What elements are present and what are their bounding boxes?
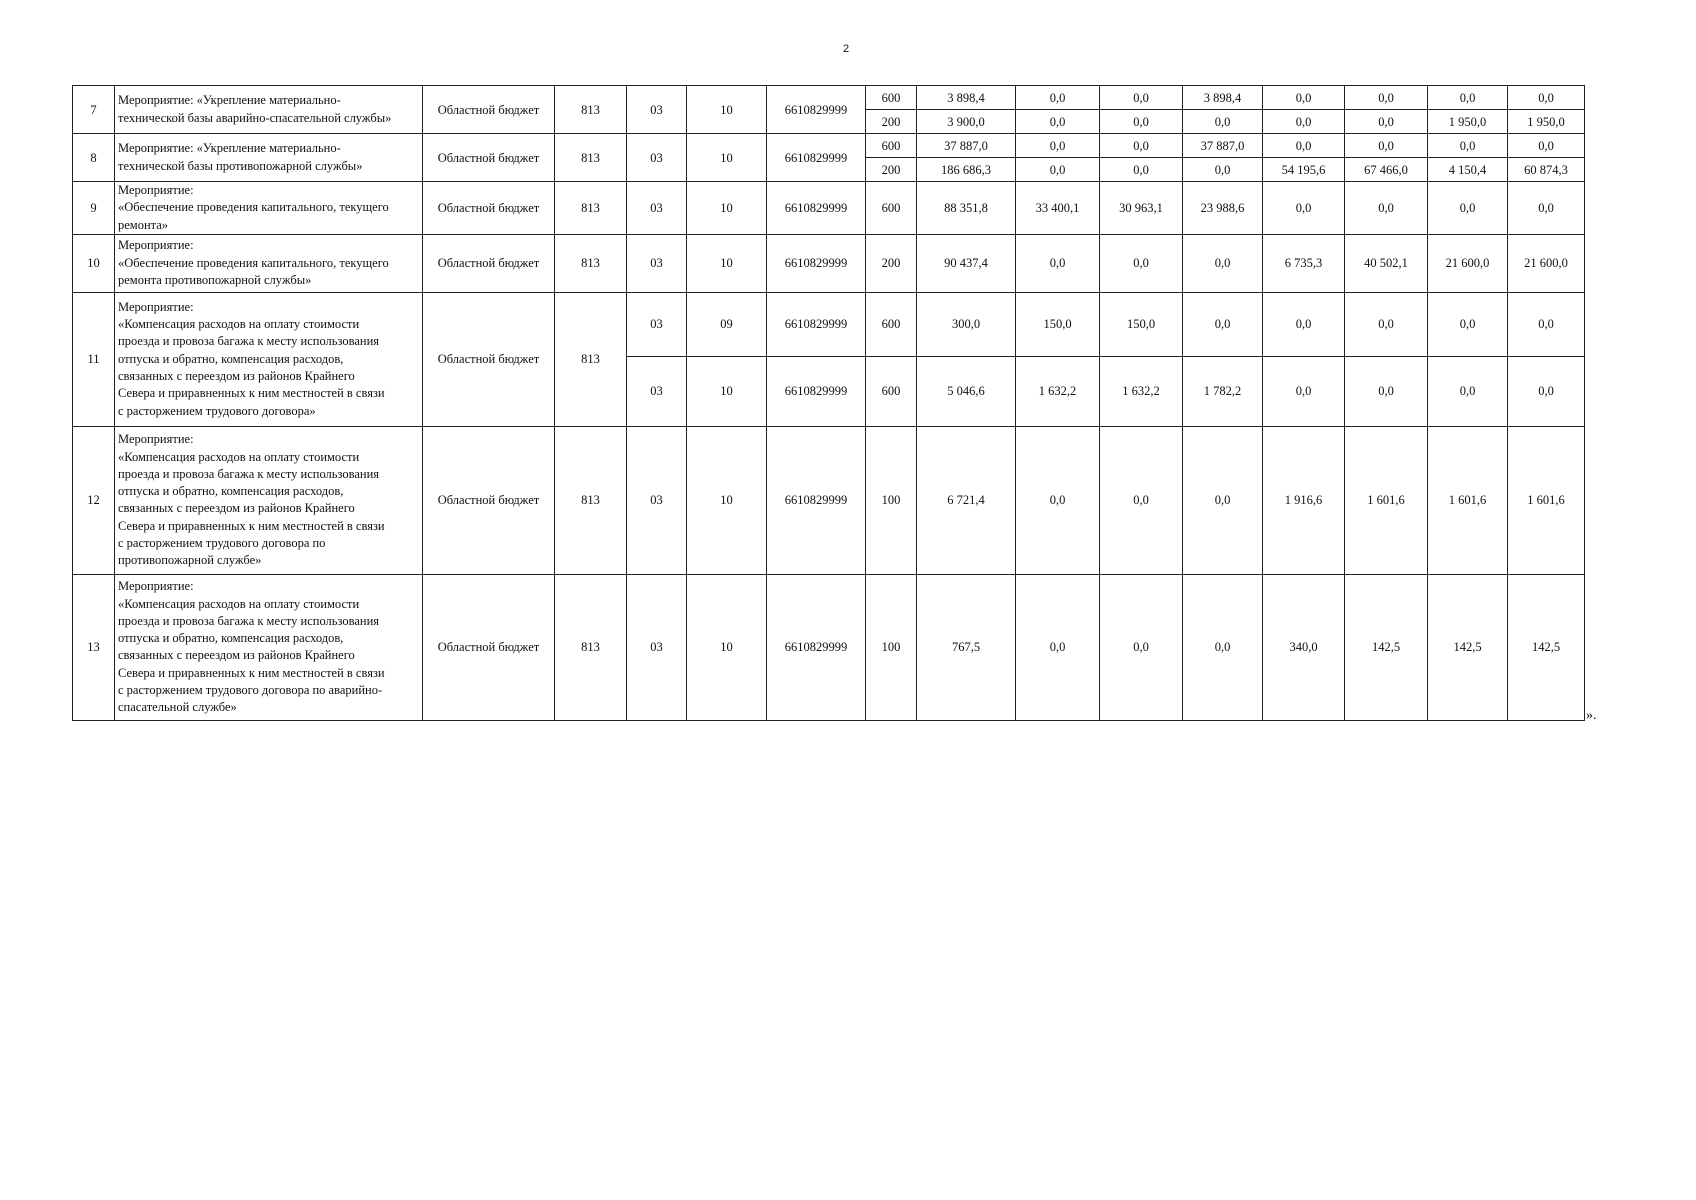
expense-type-code: 600 <box>866 182 917 235</box>
amount-cell: 1 916,6 <box>1263 426 1345 574</box>
funding-source: Областной бюджет <box>423 134 555 182</box>
target-article-code: 6610829999 <box>767 426 866 574</box>
amount-cell: 0,0 <box>1183 234 1263 292</box>
row-number: 9 <box>73 182 115 235</box>
measure-description <box>115 574 423 720</box>
description-line: ремонта» <box>118 217 169 232</box>
amount-cell: 0,0 <box>1016 426 1100 574</box>
description-line: «Компенсация расходов на оплату стоимости <box>118 449 360 464</box>
table-row <box>73 292 1585 356</box>
target-article-code: 6610829999 <box>767 356 866 426</box>
amount-cell: 300,0 <box>917 292 1016 356</box>
amount-cell: 0,0 <box>1508 356 1585 426</box>
subsection-code: 10 <box>687 356 767 426</box>
amount-cell: 0,0 <box>1263 182 1345 235</box>
amount-cell: 21 600,0 <box>1508 234 1585 292</box>
expense-type-code: 600 <box>866 292 917 356</box>
expense-type-code: 100 <box>866 574 917 720</box>
grbs-code: 813 <box>555 134 627 182</box>
description-line: Мероприятие: «Укрепление материально- <box>118 141 341 156</box>
description-line: проезда и провоза багажа к месту использования <box>118 613 380 628</box>
amount-cell: 21 600,0 <box>1428 234 1508 292</box>
amount-cell: 0,0 <box>1345 182 1428 235</box>
section-code: 03 <box>627 574 687 720</box>
amount-cell: 1 950,0 <box>1428 110 1508 134</box>
amount-cell: 0,0 <box>1016 574 1100 720</box>
section-code: 03 <box>627 292 687 356</box>
grbs-code: 813 <box>555 86 627 134</box>
table-row <box>73 86 1585 110</box>
description-line: отпуска и обратно, компенсация расходов, <box>118 631 344 646</box>
amount-cell: 1 782,2 <box>1183 356 1263 426</box>
budget-table <box>72 85 1585 721</box>
funding-source: Областной бюджет <box>423 234 555 292</box>
description-line: Севера и приравненных к ним местностей в связи <box>118 386 385 401</box>
amount-cell: 30 963,1 <box>1100 182 1183 235</box>
amount-cell: 40 502,1 <box>1345 234 1428 292</box>
description-line: с расторжением трудового договора» <box>118 403 316 418</box>
expense-type-code: 100 <box>866 426 917 574</box>
description-line: спасательной службе» <box>118 700 237 715</box>
amount-cell: 1 950,0 <box>1508 110 1585 134</box>
subsection-code: 10 <box>687 574 767 720</box>
amount-cell: 0,0 <box>1100 426 1183 574</box>
amount-cell: 150,0 <box>1016 292 1100 356</box>
description-line: отпуска и обратно, компенсация расходов, <box>118 484 344 499</box>
measure-description <box>115 134 423 182</box>
amount-cell: 0,0 <box>1263 86 1345 110</box>
amount-cell: 0,0 <box>1345 356 1428 426</box>
description-line: проезда и провоза багажа к месту использования <box>118 466 380 481</box>
section-code: 03 <box>627 182 687 235</box>
amount-cell: 142,5 <box>1345 574 1428 720</box>
amount-cell: 3 898,4 <box>1183 86 1263 110</box>
amount-cell: 0,0 <box>1345 292 1428 356</box>
subsection-code: 10 <box>687 426 767 574</box>
amount-cell: 0,0 <box>1100 234 1183 292</box>
amount-cell: 0,0 <box>1100 134 1183 158</box>
amount-cell: 0,0 <box>1263 134 1345 158</box>
row-number: 7 <box>73 86 115 134</box>
expense-type-code: 600 <box>866 356 917 426</box>
table-row <box>73 426 1585 574</box>
page-number: 2 <box>843 43 850 55</box>
amount-cell: 0,0 <box>1016 234 1100 292</box>
amount-cell: 0,0 <box>1508 182 1585 235</box>
amount-cell: 0,0 <box>1508 292 1585 356</box>
expense-type-code: 600 <box>866 86 917 110</box>
grbs-code: 813 <box>555 574 627 720</box>
funding-source: Областной бюджет <box>423 426 555 574</box>
amount-cell: 60 874,3 <box>1508 158 1585 182</box>
amount-cell: 0,0 <box>1428 292 1508 356</box>
subsection-code: 10 <box>687 134 767 182</box>
amount-cell: 142,5 <box>1508 574 1585 720</box>
amount-cell: 3 900,0 <box>917 110 1016 134</box>
amount-cell: 6 721,4 <box>917 426 1016 574</box>
description-line: Мероприятие: <box>118 238 194 253</box>
amount-cell: 1 601,6 <box>1508 426 1585 574</box>
amount-cell: 88 351,8 <box>917 182 1016 235</box>
measure-description <box>115 86 423 134</box>
amount-cell: 37 887,0 <box>1183 134 1263 158</box>
amount-cell: 3 898,4 <box>917 86 1016 110</box>
subsection-code: 10 <box>687 86 767 134</box>
grbs-code: 813 <box>555 292 627 426</box>
amount-cell: 0,0 <box>1183 110 1263 134</box>
description-line: Севера и приравненных к ним местностей в связи <box>118 665 385 680</box>
amount-cell: 0,0 <box>1428 86 1508 110</box>
grbs-code: 813 <box>555 234 627 292</box>
expense-type-code: 200 <box>866 234 917 292</box>
amount-cell: 0,0 <box>1016 134 1100 158</box>
amount-cell: 67 466,0 <box>1345 158 1428 182</box>
amount-cell: 0,0 <box>1345 134 1428 158</box>
amount-cell: 0,0 <box>1263 292 1345 356</box>
description-line: «Компенсация расходов на оплату стоимости <box>118 317 360 332</box>
description-line: «Обеспечение проведения капитального, текущего <box>118 255 389 270</box>
description-line: с расторжением трудового договора по <box>118 535 326 550</box>
row-number: 8 <box>73 134 115 182</box>
table-row <box>73 182 1585 235</box>
grbs-code: 813 <box>555 182 627 235</box>
expense-type-code: 600 <box>866 134 917 158</box>
amount-cell: 5 046,6 <box>917 356 1016 426</box>
measure-description <box>115 292 423 426</box>
table-row <box>73 234 1585 292</box>
amount-cell: 1 632,2 <box>1016 356 1100 426</box>
description-line: Мероприятие: <box>118 299 194 314</box>
closing-quote: ». <box>1586 708 1597 723</box>
section-code: 03 <box>627 234 687 292</box>
description-line: «Компенсация расходов на оплату стоимости <box>118 596 360 611</box>
target-article-code: 6610829999 <box>767 134 866 182</box>
description-line: «Обеспечение проведения капитального, текущего <box>118 200 389 215</box>
table-row <box>73 574 1585 720</box>
row-number: 13 <box>73 574 115 720</box>
description-line: отпуска и обратно, компенсация расходов, <box>118 351 344 366</box>
amount-cell: 0,0 <box>1508 86 1585 110</box>
amount-cell: 4 150,4 <box>1428 158 1508 182</box>
section-code: 03 <box>627 356 687 426</box>
amount-cell: 150,0 <box>1100 292 1183 356</box>
amount-cell: 0,0 <box>1183 574 1263 720</box>
subsection-code: 10 <box>687 182 767 235</box>
amount-cell: 0,0 <box>1263 356 1345 426</box>
amount-cell: 23 988,6 <box>1183 182 1263 235</box>
amount-cell: 90 437,4 <box>917 234 1016 292</box>
amount-cell: 33 400,1 <box>1016 182 1100 235</box>
amount-cell: 0,0 <box>1428 134 1508 158</box>
description-line: Мероприятие: <box>118 432 194 447</box>
description-line: Мероприятие: <box>118 183 194 197</box>
description-line: Мероприятие: «Укрепление материально- <box>118 93 341 108</box>
target-article-code: 6610829999 <box>767 182 866 235</box>
description-line: противопожарной службе» <box>118 553 262 568</box>
amount-cell: 1 632,2 <box>1100 356 1183 426</box>
section-code: 03 <box>627 86 687 134</box>
amount-cell: 0,0 <box>1345 110 1428 134</box>
row-number: 11 <box>73 292 115 426</box>
description-line: Севера и приравненных к ним местностей в связи <box>118 518 385 533</box>
subsection-code: 10 <box>687 234 767 292</box>
row-number: 10 <box>73 234 115 292</box>
target-article-code: 6610829999 <box>767 292 866 356</box>
funding-source: Областной бюджет <box>423 292 555 426</box>
amount-cell: 0,0 <box>1100 574 1183 720</box>
amount-cell: 0,0 <box>1428 182 1508 235</box>
description-line: проезда и провоза багажа к месту использования <box>118 334 380 349</box>
subsection-code: 09 <box>687 292 767 356</box>
description-line: технической базы аварийно-спасательной службы» <box>118 110 392 125</box>
grbs-code: 813 <box>555 426 627 574</box>
amount-cell: 1 601,6 <box>1428 426 1508 574</box>
amount-cell: 0,0 <box>1428 356 1508 426</box>
amount-cell: 54 195,6 <box>1263 158 1345 182</box>
expense-type-code: 200 <box>866 158 917 182</box>
amount-cell: 340,0 <box>1263 574 1345 720</box>
target-article-code: 6610829999 <box>767 574 866 720</box>
target-article-code: 6610829999 <box>767 86 866 134</box>
description-line: технической базы противопожарной службы» <box>118 158 363 173</box>
amount-cell: 0,0 <box>1183 426 1263 574</box>
funding-source: Областной бюджет <box>423 86 555 134</box>
amount-cell: 0,0 <box>1263 110 1345 134</box>
funding-source: Областной бюджет <box>423 574 555 720</box>
funding-source: Областной бюджет <box>423 182 555 235</box>
amount-cell: 6 735,3 <box>1263 234 1345 292</box>
amount-cell: 1 601,6 <box>1345 426 1428 574</box>
expense-type-code: 200 <box>866 110 917 134</box>
amount-cell: 0,0 <box>1508 134 1585 158</box>
row-number: 12 <box>73 426 115 574</box>
amount-cell: 0,0 <box>1183 292 1263 356</box>
amount-cell: 142,5 <box>1428 574 1508 720</box>
table-row <box>73 134 1585 158</box>
amount-cell: 0,0 <box>1183 158 1263 182</box>
amount-cell: 0,0 <box>1016 86 1100 110</box>
amount-cell: 0,0 <box>1016 110 1100 134</box>
amount-cell: 186 686,3 <box>917 158 1016 182</box>
amount-cell: 0,0 <box>1345 86 1428 110</box>
amount-cell: 0,0 <box>1100 86 1183 110</box>
measure-description <box>115 182 423 235</box>
description-line: ремонта противопожарной службы» <box>118 273 312 288</box>
description-line: связанных с переездом из районов Крайнего <box>118 648 355 663</box>
amount-cell: 37 887,0 <box>917 134 1016 158</box>
amount-cell: 0,0 <box>1100 110 1183 134</box>
section-code: 03 <box>627 134 687 182</box>
measure-description <box>115 234 423 292</box>
section-code: 03 <box>627 426 687 574</box>
amount-cell: 767,5 <box>917 574 1016 720</box>
amount-cell: 0,0 <box>1016 158 1100 182</box>
description-line: Мероприятие: <box>118 579 194 594</box>
description-line: с расторжением трудового договора по аварийно- <box>118 682 383 697</box>
description-line: связанных с переездом из районов Крайнего <box>118 501 355 516</box>
measure-description <box>115 426 423 574</box>
target-article-code: 6610829999 <box>767 234 866 292</box>
amount-cell: 0,0 <box>1100 158 1183 182</box>
description-line: связанных с переездом из районов Крайнего <box>118 369 355 384</box>
